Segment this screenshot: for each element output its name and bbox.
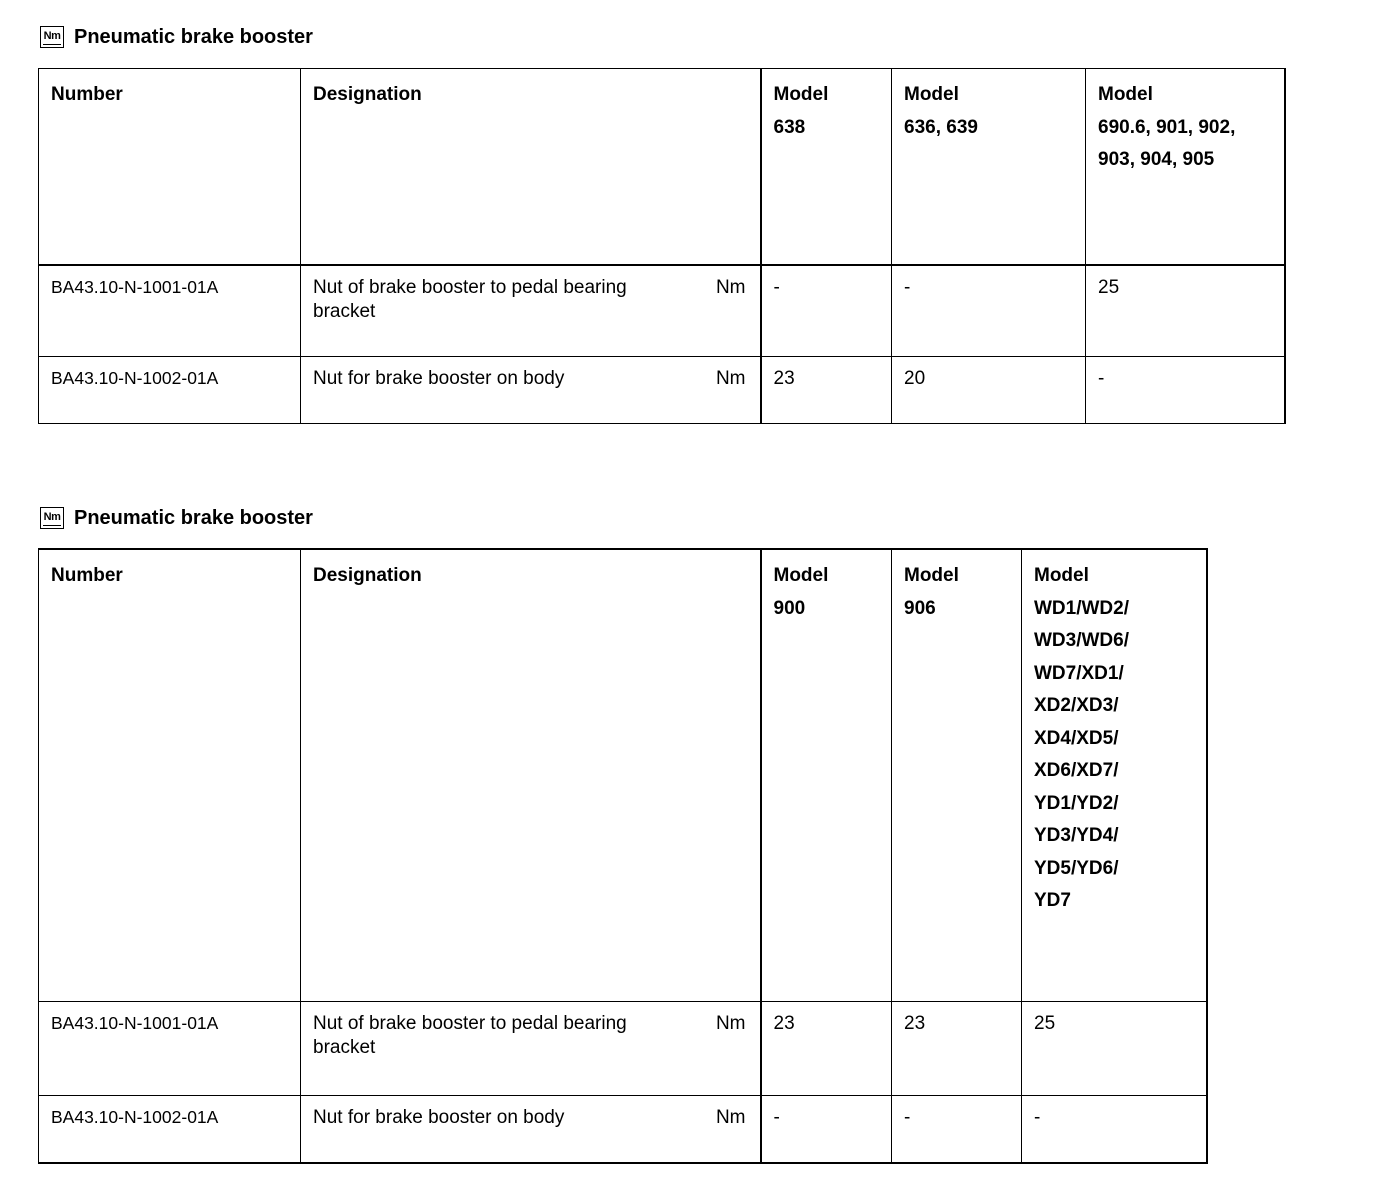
row-number: BA43.10-N-1002-01A — [39, 357, 301, 424]
unit-label: Nm — [715, 276, 746, 298]
header-model: Model 906 — [892, 549, 1022, 1001]
row-value: - — [761, 265, 892, 357]
torque-nm-icon: Nm — [40, 26, 64, 48]
unit-label: Nm — [715, 368, 746, 389]
torque-table-1 — [38, 68, 1286, 424]
header-model: Model 690.6, 901, 902, 903, 904, 905 — [1086, 69, 1285, 265]
table-header-row — [39, 549, 1207, 1001]
row-value: - — [892, 1095, 1022, 1163]
row-value: - — [1022, 1095, 1207, 1163]
header-designation: Designation — [301, 69, 761, 265]
row-value: 20 — [892, 357, 1086, 424]
section-1-title — [40, 24, 313, 50]
table-row — [39, 1095, 1207, 1163]
row-number: BA43.10-N-1002-01A — [39, 1095, 301, 1163]
section-title-text: Pneumatic brake booster — [74, 506, 313, 529]
table-row — [39, 265, 1285, 357]
torque-nm-icon: Nm — [40, 507, 64, 529]
header-model: Model WD1/WD2/ WD3/WD6/ WD7/XD1/ XD2/XD3/ XD4/XD5/ XD6/XD7/ YD1/YD2/ YD3/YD4/ YD5/YD6/ YD7 — [1022, 549, 1207, 1001]
table-header-row — [39, 69, 1285, 265]
header-model: Model 638 — [761, 69, 892, 265]
header-number: Number — [39, 69, 301, 265]
unit-label: Nm — [715, 1012, 746, 1034]
section-title-text: Pneumatic brake booster — [74, 25, 313, 48]
row-value: 25 — [1086, 265, 1285, 357]
row-designation: Nut for brake booster on body Nm — [301, 1095, 761, 1163]
row-value: - — [892, 265, 1086, 357]
torque-table-2 — [38, 548, 1208, 1164]
row-designation: Nut of brake booster to pedal bearing bracket Nm — [301, 265, 761, 357]
section-2-title — [40, 505, 313, 531]
row-value: 25 — [1022, 1001, 1207, 1095]
unit-label: Nm — [715, 1106, 746, 1128]
row-value: - — [761, 1095, 892, 1163]
table-row — [39, 1001, 1207, 1095]
table-row — [39, 357, 1285, 424]
row-value: 23 — [761, 1001, 892, 1095]
row-designation: Nut of brake booster to pedal bearing bracket Nm — [301, 1001, 761, 1095]
header-model: Model 636, 639 — [892, 69, 1086, 265]
row-number: BA43.10-N-1001-01A — [39, 265, 301, 357]
row-designation: Nut for brake booster on body Nm — [301, 357, 761, 424]
row-value: - — [1086, 357, 1285, 424]
header-designation: Designation — [301, 549, 761, 1001]
row-number: BA43.10-N-1001-01A — [39, 1001, 301, 1095]
row-value: 23 — [892, 1001, 1022, 1095]
row-value: 23 — [761, 357, 892, 424]
header-number: Number — [39, 549, 301, 1001]
header-model: Model 900 — [761, 549, 892, 1001]
